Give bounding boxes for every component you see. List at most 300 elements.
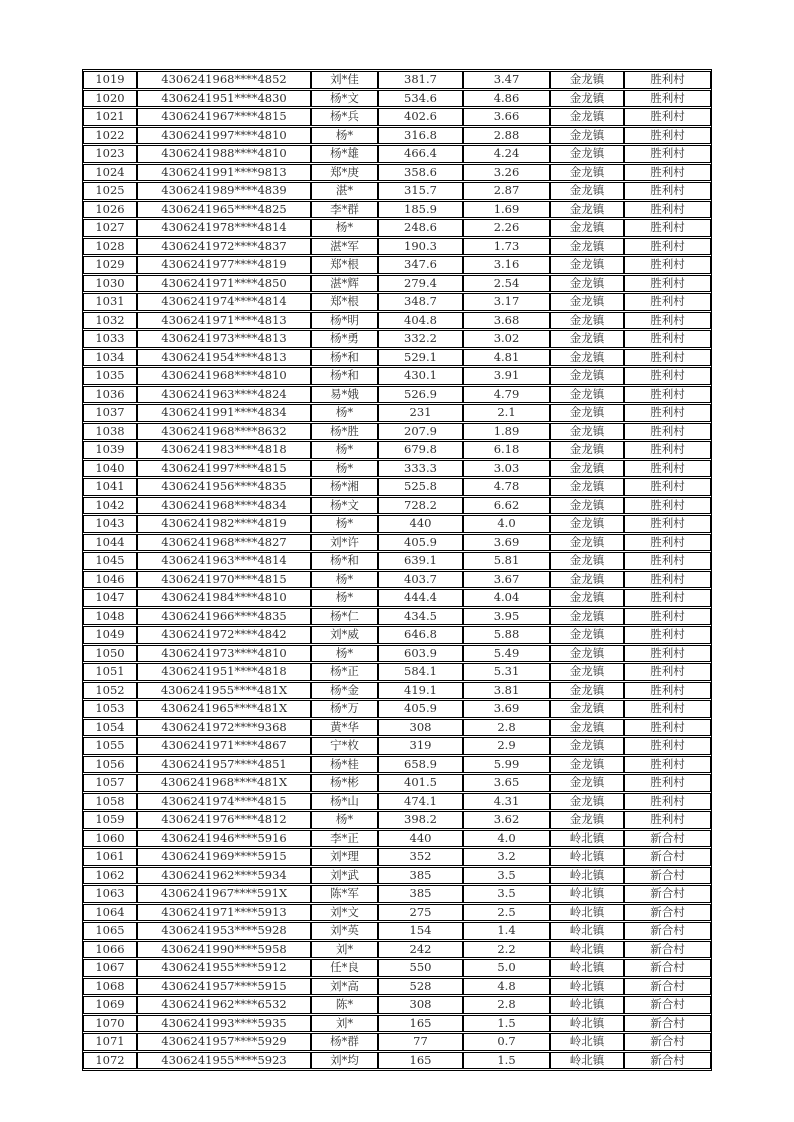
cell-town: 金龙镇 bbox=[550, 367, 624, 385]
cell-town: 金龙镇 bbox=[550, 534, 624, 552]
cell-area: 4.78 bbox=[463, 478, 550, 496]
cell-name: 杨*湘 bbox=[311, 478, 378, 496]
cell-village: 新合村 bbox=[624, 1033, 711, 1051]
cell-village: 胜利村 bbox=[624, 515, 711, 533]
table-row bbox=[83, 922, 711, 940]
cell-town: 金龙镇 bbox=[550, 756, 624, 774]
cell-area: 2.9 bbox=[463, 737, 550, 755]
cell-town: 岭北镇 bbox=[550, 1033, 624, 1051]
table-row bbox=[83, 663, 711, 681]
cell-village: 胜利村 bbox=[624, 293, 711, 311]
cell-serial: 1039 bbox=[83, 441, 137, 459]
cell-area: 5.88 bbox=[463, 626, 550, 644]
cell-id: 4306241967****591X bbox=[137, 885, 311, 903]
cell-id: 4306241972****9368 bbox=[137, 719, 311, 737]
cell-serial: 1049 bbox=[83, 626, 137, 644]
cell-name: 杨* bbox=[311, 645, 378, 663]
cell-village: 胜利村 bbox=[624, 90, 711, 108]
table-row bbox=[83, 645, 711, 663]
table-row bbox=[83, 848, 711, 866]
cell-village: 胜利村 bbox=[624, 811, 711, 829]
cell-village: 新合村 bbox=[624, 941, 711, 959]
cell-id: 4306241968****4852 bbox=[137, 71, 311, 89]
cell-name: 刘*高 bbox=[311, 978, 378, 996]
cell-name: 杨*金 bbox=[311, 682, 378, 700]
table-row bbox=[83, 441, 711, 459]
cell-id: 4306241974****4814 bbox=[137, 293, 311, 311]
cell-town: 岭北镇 bbox=[550, 978, 624, 996]
cell-town: 金龙镇 bbox=[550, 164, 624, 182]
cell-serial: 1044 bbox=[83, 534, 137, 552]
cell-area: 3.69 bbox=[463, 700, 550, 718]
cell-name: 宁*枚 bbox=[311, 737, 378, 755]
cell-village: 胜利村 bbox=[624, 608, 711, 626]
cell-serial: 1068 bbox=[83, 978, 137, 996]
cell-serial: 1054 bbox=[83, 719, 137, 737]
cell-town: 金龙镇 bbox=[550, 201, 624, 219]
cell-area: 2.5 bbox=[463, 904, 550, 922]
table-row bbox=[83, 719, 711, 737]
cell-area: 1.69 bbox=[463, 201, 550, 219]
table-row bbox=[83, 497, 711, 515]
cell-town: 金龙镇 bbox=[550, 404, 624, 422]
table-row bbox=[83, 515, 711, 533]
cell-id: 4306241990****5958 bbox=[137, 941, 311, 959]
cell-area: 3.62 bbox=[463, 811, 550, 829]
cell-serial: 1065 bbox=[83, 922, 137, 940]
cell-area: 2.8 bbox=[463, 996, 550, 1014]
cell-area: 1.73 bbox=[463, 238, 550, 256]
cell-town: 岭北镇 bbox=[550, 1052, 624, 1070]
cell-town: 金龙镇 bbox=[550, 700, 624, 718]
cell-town: 岭北镇 bbox=[550, 867, 624, 885]
table-row bbox=[83, 312, 711, 330]
cell-id: 4306241968****481X bbox=[137, 774, 311, 792]
cell-area: 3.69 bbox=[463, 534, 550, 552]
cell-town: 金龙镇 bbox=[550, 774, 624, 792]
cell-id: 4306241972****4837 bbox=[137, 238, 311, 256]
cell-amount: 728.2 bbox=[378, 497, 463, 515]
cell-id: 4306241963****4814 bbox=[137, 552, 311, 570]
cell-serial: 1029 bbox=[83, 256, 137, 274]
cell-serial: 1025 bbox=[83, 182, 137, 200]
cell-serial: 1031 bbox=[83, 293, 137, 311]
cell-name: 杨*万 bbox=[311, 700, 378, 718]
cell-area: 3.91 bbox=[463, 367, 550, 385]
cell-town: 金龙镇 bbox=[550, 460, 624, 478]
cell-amount: 679.8 bbox=[378, 441, 463, 459]
cell-village: 胜利村 bbox=[624, 386, 711, 404]
cell-amount: 584.1 bbox=[378, 663, 463, 681]
cell-id: 4306241957****5915 bbox=[137, 978, 311, 996]
cell-serial: 1036 bbox=[83, 386, 137, 404]
cell-area: 4.86 bbox=[463, 90, 550, 108]
table-row bbox=[83, 108, 711, 126]
cell-amount: 352 bbox=[378, 848, 463, 866]
cell-serial: 1052 bbox=[83, 682, 137, 700]
cell-area: 3.16 bbox=[463, 256, 550, 274]
cell-name: 陈*军 bbox=[311, 885, 378, 903]
cell-amount: 231 bbox=[378, 404, 463, 422]
cell-village: 胜利村 bbox=[624, 441, 711, 459]
cell-village: 胜利村 bbox=[624, 571, 711, 589]
cell-name: 任*良 bbox=[311, 959, 378, 977]
cell-id: 4306241971****4867 bbox=[137, 737, 311, 755]
cell-id: 4306241989****4839 bbox=[137, 182, 311, 200]
cell-amount: 308 bbox=[378, 719, 463, 737]
cell-id: 4306241988****4810 bbox=[137, 145, 311, 163]
cell-id: 4306241955****5912 bbox=[137, 959, 311, 977]
cell-id: 4306241984****4810 bbox=[137, 589, 311, 607]
cell-name: 李*正 bbox=[311, 830, 378, 848]
cell-name: 刘*理 bbox=[311, 848, 378, 866]
cell-village: 胜利村 bbox=[624, 312, 711, 330]
cell-town: 岭北镇 bbox=[550, 830, 624, 848]
cell-amount: 358.6 bbox=[378, 164, 463, 182]
table-row bbox=[83, 626, 711, 644]
cell-amount: 466.4 bbox=[378, 145, 463, 163]
cell-town: 金龙镇 bbox=[550, 737, 624, 755]
cell-village: 胜利村 bbox=[624, 626, 711, 644]
cell-village: 新合村 bbox=[624, 922, 711, 940]
cell-id: 4306241971****4850 bbox=[137, 275, 311, 293]
cell-id: 4306241962****6532 bbox=[137, 996, 311, 1014]
cell-serial: 1048 bbox=[83, 608, 137, 626]
cell-area: 3.65 bbox=[463, 774, 550, 792]
cell-id: 4306241966****4835 bbox=[137, 608, 311, 626]
cell-area: 4.79 bbox=[463, 386, 550, 404]
cell-id: 4306241971****4813 bbox=[137, 312, 311, 330]
cell-id: 4306241957****4851 bbox=[137, 756, 311, 774]
cell-name: 湛*辉 bbox=[311, 275, 378, 293]
cell-village: 胜利村 bbox=[624, 589, 711, 607]
table-row bbox=[83, 867, 711, 885]
cell-town: 金龙镇 bbox=[550, 515, 624, 533]
cell-amount: 526.9 bbox=[378, 386, 463, 404]
cell-amount: 658.9 bbox=[378, 756, 463, 774]
cell-name: 刘*武 bbox=[311, 867, 378, 885]
table-row bbox=[83, 238, 711, 256]
cell-area: 3.68 bbox=[463, 312, 550, 330]
cell-serial: 1066 bbox=[83, 941, 137, 959]
cell-name: 杨*雄 bbox=[311, 145, 378, 163]
cell-id: 4306241974****4815 bbox=[137, 793, 311, 811]
cell-serial: 1047 bbox=[83, 589, 137, 607]
cell-town: 金龙镇 bbox=[550, 793, 624, 811]
cell-area: 3.03 bbox=[463, 460, 550, 478]
table-row bbox=[83, 423, 711, 441]
table-row bbox=[83, 71, 711, 89]
cell-area: 1.4 bbox=[463, 922, 550, 940]
cell-name: 湛*军 bbox=[311, 238, 378, 256]
cell-amount: 165 bbox=[378, 1015, 463, 1033]
cell-id: 4306241991****9813 bbox=[137, 164, 311, 182]
cell-id: 4306241978****4814 bbox=[137, 219, 311, 237]
cell-serial: 1032 bbox=[83, 312, 137, 330]
cell-village: 胜利村 bbox=[624, 756, 711, 774]
cell-amount: 404.8 bbox=[378, 312, 463, 330]
table-row bbox=[83, 182, 711, 200]
cell-id: 4306241955****481X bbox=[137, 682, 311, 700]
cell-name: 杨*正 bbox=[311, 663, 378, 681]
cell-name: 刘*威 bbox=[311, 626, 378, 644]
cell-id: 4306241969****5915 bbox=[137, 848, 311, 866]
cell-name: 杨*桂 bbox=[311, 756, 378, 774]
cell-serial: 1072 bbox=[83, 1052, 137, 1070]
table-row bbox=[83, 959, 711, 977]
cell-amount: 401.5 bbox=[378, 774, 463, 792]
cell-name: 郑*根 bbox=[311, 293, 378, 311]
cell-town: 岭北镇 bbox=[550, 848, 624, 866]
cell-serial: 1021 bbox=[83, 108, 137, 126]
cell-village: 新合村 bbox=[624, 848, 711, 866]
table-row bbox=[83, 127, 711, 145]
cell-village: 胜利村 bbox=[624, 793, 711, 811]
cell-amount: 316.8 bbox=[378, 127, 463, 145]
cell-name: 杨* bbox=[311, 589, 378, 607]
cell-name: 杨* bbox=[311, 441, 378, 459]
cell-town: 金龙镇 bbox=[550, 682, 624, 700]
cell-amount: 333.3 bbox=[378, 460, 463, 478]
cell-village: 新合村 bbox=[624, 959, 711, 977]
cell-name: 杨*和 bbox=[311, 552, 378, 570]
cell-amount: 248.6 bbox=[378, 219, 463, 237]
cell-serial: 1056 bbox=[83, 756, 137, 774]
cell-village: 胜利村 bbox=[624, 349, 711, 367]
cell-area: 5.0 bbox=[463, 959, 550, 977]
cell-village: 胜利村 bbox=[624, 645, 711, 663]
table-row bbox=[83, 978, 711, 996]
cell-area: 4.31 bbox=[463, 793, 550, 811]
cell-id: 4306241976****4812 bbox=[137, 811, 311, 829]
table-row bbox=[83, 90, 711, 108]
cell-name: 杨*群 bbox=[311, 1033, 378, 1051]
table-row bbox=[83, 571, 711, 589]
cell-amount: 474.1 bbox=[378, 793, 463, 811]
cell-town: 金龙镇 bbox=[550, 589, 624, 607]
cell-id: 4306241972****4842 bbox=[137, 626, 311, 644]
cell-amount: 348.7 bbox=[378, 293, 463, 311]
cell-area: 2.87 bbox=[463, 182, 550, 200]
cell-town: 金龙镇 bbox=[550, 608, 624, 626]
cell-amount: 308 bbox=[378, 996, 463, 1014]
cell-serial: 1038 bbox=[83, 423, 137, 441]
table-row bbox=[83, 386, 711, 404]
cell-town: 金龙镇 bbox=[550, 386, 624, 404]
cell-amount: 190.3 bbox=[378, 238, 463, 256]
cell-village: 新合村 bbox=[624, 978, 711, 996]
cell-amount: 315.7 bbox=[378, 182, 463, 200]
cell-village: 胜利村 bbox=[624, 719, 711, 737]
cell-id: 4306241962****5934 bbox=[137, 867, 311, 885]
cell-id: 4306241973****4810 bbox=[137, 645, 311, 663]
cell-id: 4306241968****8632 bbox=[137, 423, 311, 441]
cell-name: 杨*和 bbox=[311, 367, 378, 385]
cell-town: 岭北镇 bbox=[550, 885, 624, 903]
cell-area: 4.24 bbox=[463, 145, 550, 163]
cell-village: 胜利村 bbox=[624, 219, 711, 237]
cell-town: 岭北镇 bbox=[550, 904, 624, 922]
cell-amount: 405.9 bbox=[378, 534, 463, 552]
cell-area: 2.54 bbox=[463, 275, 550, 293]
cell-village: 胜利村 bbox=[624, 275, 711, 293]
cell-name: 杨*仁 bbox=[311, 608, 378, 626]
cell-amount: 403.7 bbox=[378, 571, 463, 589]
cell-amount: 405.9 bbox=[378, 700, 463, 718]
cell-town: 金龙镇 bbox=[550, 571, 624, 589]
cell-area: 4.81 bbox=[463, 349, 550, 367]
table-row bbox=[83, 478, 711, 496]
cell-town: 金龙镇 bbox=[550, 552, 624, 570]
cell-serial: 1061 bbox=[83, 848, 137, 866]
table-row bbox=[83, 904, 711, 922]
cell-amount: 185.9 bbox=[378, 201, 463, 219]
table-row bbox=[83, 793, 711, 811]
cell-serial: 1033 bbox=[83, 330, 137, 348]
cell-amount: 77 bbox=[378, 1033, 463, 1051]
table-row bbox=[83, 201, 711, 219]
cell-serial: 1022 bbox=[83, 127, 137, 145]
table-row bbox=[83, 756, 711, 774]
table-row bbox=[83, 996, 711, 1014]
cell-serial: 1069 bbox=[83, 996, 137, 1014]
cell-town: 金龙镇 bbox=[550, 238, 624, 256]
cell-village: 胜利村 bbox=[624, 404, 711, 422]
cell-amount: 444.4 bbox=[378, 589, 463, 607]
cell-town: 金龙镇 bbox=[550, 645, 624, 663]
cell-name: 杨* bbox=[311, 127, 378, 145]
cell-id: 4306241993****5935 bbox=[137, 1015, 311, 1033]
cell-town: 金龙镇 bbox=[550, 293, 624, 311]
cell-name: 杨* bbox=[311, 404, 378, 422]
cell-amount: 639.1 bbox=[378, 552, 463, 570]
cell-town: 岭北镇 bbox=[550, 996, 624, 1014]
table-row bbox=[83, 256, 711, 274]
cell-id: 4306241946****5916 bbox=[137, 830, 311, 848]
cell-area: 6.18 bbox=[463, 441, 550, 459]
cell-serial: 1027 bbox=[83, 219, 137, 237]
cell-amount: 550 bbox=[378, 959, 463, 977]
cell-id: 4306241991****4834 bbox=[137, 404, 311, 422]
cell-amount: 434.5 bbox=[378, 608, 463, 626]
table-row bbox=[83, 830, 711, 848]
cell-serial: 1040 bbox=[83, 460, 137, 478]
cell-serial: 1043 bbox=[83, 515, 137, 533]
table-row bbox=[83, 275, 711, 293]
table-row bbox=[83, 885, 711, 903]
cell-serial: 1050 bbox=[83, 645, 137, 663]
table-row bbox=[83, 1052, 711, 1070]
cell-id: 4306241968****4834 bbox=[137, 497, 311, 515]
cell-village: 胜利村 bbox=[624, 108, 711, 126]
cell-area: 2.2 bbox=[463, 941, 550, 959]
cell-town: 金龙镇 bbox=[550, 256, 624, 274]
cell-serial: 1055 bbox=[83, 737, 137, 755]
cell-area: 3.5 bbox=[463, 867, 550, 885]
cell-town: 金龙镇 bbox=[550, 441, 624, 459]
table-row bbox=[83, 589, 711, 607]
cell-amount: 398.2 bbox=[378, 811, 463, 829]
cell-serial: 1062 bbox=[83, 867, 137, 885]
cell-name: 杨*勇 bbox=[311, 330, 378, 348]
cell-amount: 385 bbox=[378, 867, 463, 885]
cell-serial: 1019 bbox=[83, 71, 137, 89]
cell-area: 3.67 bbox=[463, 571, 550, 589]
cell-area: 3.5 bbox=[463, 885, 550, 903]
cell-amount: 525.8 bbox=[378, 478, 463, 496]
cell-amount: 402.6 bbox=[378, 108, 463, 126]
cell-village: 新合村 bbox=[624, 904, 711, 922]
records-tbody bbox=[83, 71, 711, 1069]
cell-serial: 1030 bbox=[83, 275, 137, 293]
cell-id: 4306241968****4810 bbox=[137, 367, 311, 385]
cell-name: 杨*文 bbox=[311, 90, 378, 108]
cell-village: 胜利村 bbox=[624, 256, 711, 274]
cell-village: 胜利村 bbox=[624, 737, 711, 755]
cell-village: 胜利村 bbox=[624, 330, 711, 348]
cell-town: 金龙镇 bbox=[550, 219, 624, 237]
cell-name: 李*群 bbox=[311, 201, 378, 219]
table-row bbox=[83, 534, 711, 552]
cell-village: 新合村 bbox=[624, 1052, 711, 1070]
cell-name: 杨* bbox=[311, 571, 378, 589]
cell-village: 新合村 bbox=[624, 885, 711, 903]
cell-name: 杨*胜 bbox=[311, 423, 378, 441]
cell-id: 4306241970****4815 bbox=[137, 571, 311, 589]
cell-area: 3.66 bbox=[463, 108, 550, 126]
cell-village: 胜利村 bbox=[624, 682, 711, 700]
cell-town: 金龙镇 bbox=[550, 71, 624, 89]
subsidy-records-table bbox=[83, 70, 711, 1070]
cell-id: 4306241951****4830 bbox=[137, 90, 311, 108]
table-row bbox=[83, 552, 711, 570]
cell-id: 4306241997****4815 bbox=[137, 460, 311, 478]
cell-serial: 1024 bbox=[83, 164, 137, 182]
cell-amount: 381.7 bbox=[378, 71, 463, 89]
cell-id: 4306241953****5928 bbox=[137, 922, 311, 940]
table-row bbox=[83, 941, 711, 959]
cell-town: 金龙镇 bbox=[550, 663, 624, 681]
cell-town: 金龙镇 bbox=[550, 423, 624, 441]
table-row bbox=[83, 1033, 711, 1051]
cell-town: 金龙镇 bbox=[550, 108, 624, 126]
cell-village: 胜利村 bbox=[624, 367, 711, 385]
cell-name: 刘* bbox=[311, 941, 378, 959]
cell-id: 4306241971****5913 bbox=[137, 904, 311, 922]
cell-area: 3.81 bbox=[463, 682, 550, 700]
cell-town: 金龙镇 bbox=[550, 127, 624, 145]
cell-village: 新合村 bbox=[624, 867, 711, 885]
cell-id: 4306241965****481X bbox=[137, 700, 311, 718]
cell-serial: 1035 bbox=[83, 367, 137, 385]
table-row bbox=[83, 737, 711, 755]
cell-town: 金龙镇 bbox=[550, 330, 624, 348]
cell-serial: 1067 bbox=[83, 959, 137, 977]
cell-town: 金龙镇 bbox=[550, 497, 624, 515]
cell-area: 0.7 bbox=[463, 1033, 550, 1051]
cell-id: 4306241983****4818 bbox=[137, 441, 311, 459]
cell-town: 金龙镇 bbox=[550, 626, 624, 644]
cell-village: 胜利村 bbox=[624, 238, 711, 256]
cell-area: 5.99 bbox=[463, 756, 550, 774]
cell-village: 胜利村 bbox=[624, 552, 711, 570]
cell-area: 4.04 bbox=[463, 589, 550, 607]
cell-amount: 603.9 bbox=[378, 645, 463, 663]
cell-village: 新合村 bbox=[624, 830, 711, 848]
table-row bbox=[83, 349, 711, 367]
cell-id: 4306241954****4813 bbox=[137, 349, 311, 367]
cell-name: 杨*文 bbox=[311, 497, 378, 515]
